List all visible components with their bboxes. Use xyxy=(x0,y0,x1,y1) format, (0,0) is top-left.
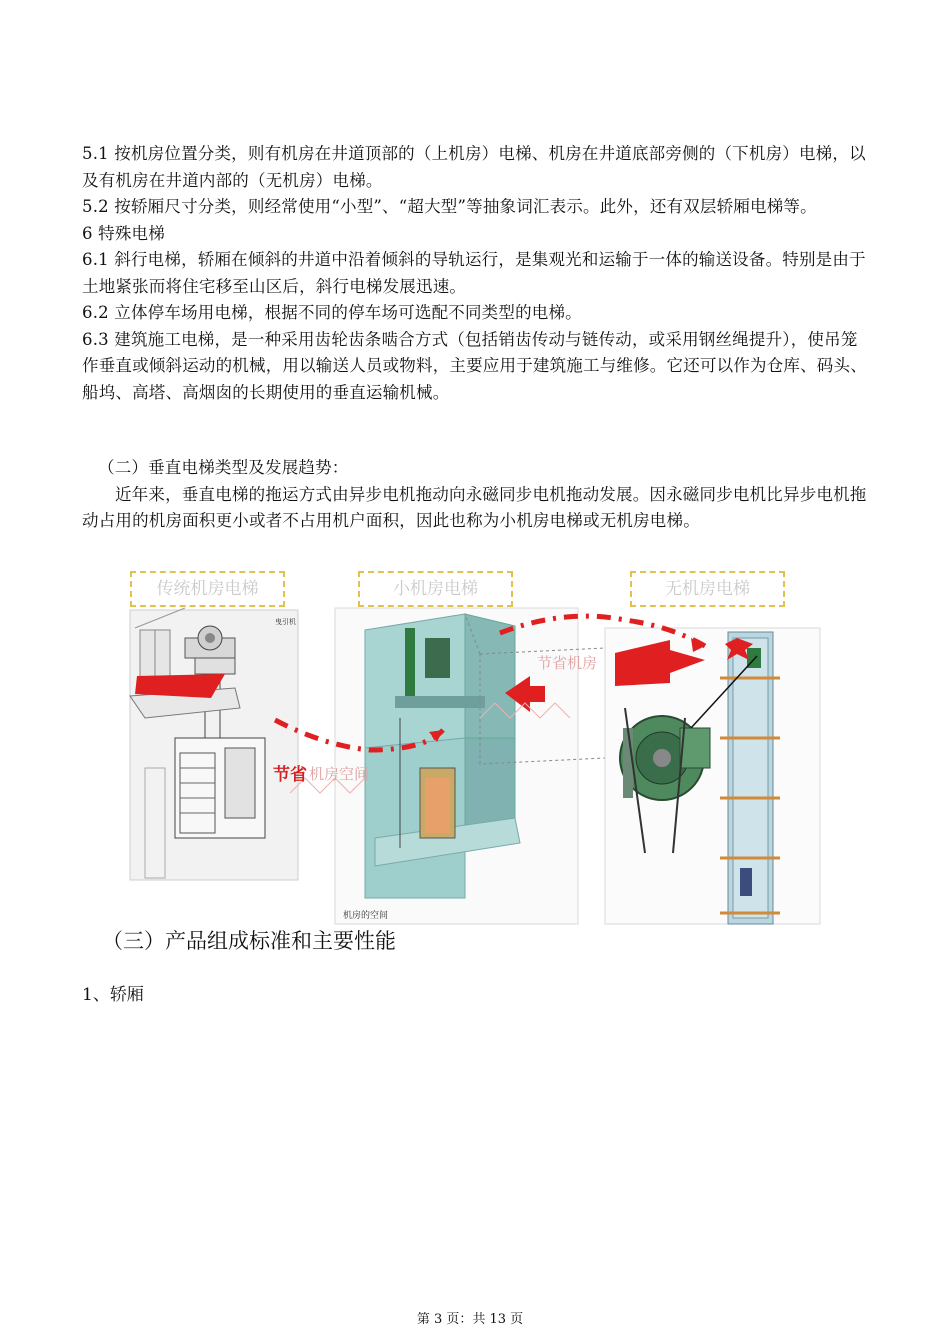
label-traditional: 传统机房电梯 xyxy=(130,571,285,607)
part-2-body: 近年来，垂直电梯的拖运方式由异步电机拖动向永磁同步电机拖动发展。因永磁同步电机比异步电机拖动占用的机房面积更小或者不占用机户面积，因此也称为小机房电梯或无机房电梯。 xyxy=(82,484,867,530)
item-1-cabin: 1、轿厢 xyxy=(82,985,144,1005)
panel-no-room xyxy=(605,628,820,924)
part-2-text xyxy=(82,455,872,535)
para-5-1: 5.1 按机房位置分类，则有机房在井道顶部的（上机房）电梯、机房在井道底部旁侧的（下机房）电梯，以及有机房在井道内部的（无机房）电梯。 xyxy=(82,144,866,190)
part-2-heading: （二）垂直电梯类型及发展趋势： xyxy=(98,458,349,477)
tag-save: 节省 xyxy=(273,765,307,785)
tag-space: 机房的空间 xyxy=(343,911,389,921)
para-5-2: 5.2 按轿厢尺寸分类，则经常使用“小型”、“超大型”等抽象词汇表示。此外，还有双层轿厢电梯等。 xyxy=(82,197,817,216)
para-6-1: 6.1 斜行电梯，轿厢在倾斜的井道中沿着倾斜的导轨运行，是集观光和运输于一体的输送设备。特别是由于土地紧张而将住宅移至山区后，斜行电梯发展迅速。 xyxy=(82,250,866,296)
para-6-3: 6.3 建筑施工电梯，是一种采用齿轮齿条啮合方式（包括销齿传动与链传动，或采用钢丝绳提升），使吊笼作垂直或倾斜运动的机械，用以输送人员或物料，主要应用于建筑施工与维修。它还可以作为仓库、码头、船坞、高塔、高烟囱的长期使用的垂直运输机械。 xyxy=(82,329,867,402)
heading-6: 6 特殊电梯 xyxy=(82,223,165,243)
tag-save-faded: 机房空间 xyxy=(309,765,370,783)
section-5-6-text xyxy=(82,141,872,406)
label-no-room: 无机房电梯 xyxy=(630,571,785,607)
elevator-illustration xyxy=(125,568,825,933)
elevator-comparison-figure xyxy=(125,568,825,933)
tag-machine: 曳引机 xyxy=(275,618,296,626)
para-6-2: 6.2 立体停车场用电梯，根据不同的停车场可选配不同类型的电梯。 xyxy=(82,303,582,322)
panel-traditional xyxy=(130,608,298,880)
tag-mid-faded: 节省机房 xyxy=(537,654,598,672)
page-number: 第 3 页：共 13 页 xyxy=(416,1312,524,1327)
part-3-heading: （三）产品组成标准和主要性能 xyxy=(102,929,396,953)
label-small-room: 小机房电梯 xyxy=(358,571,513,607)
